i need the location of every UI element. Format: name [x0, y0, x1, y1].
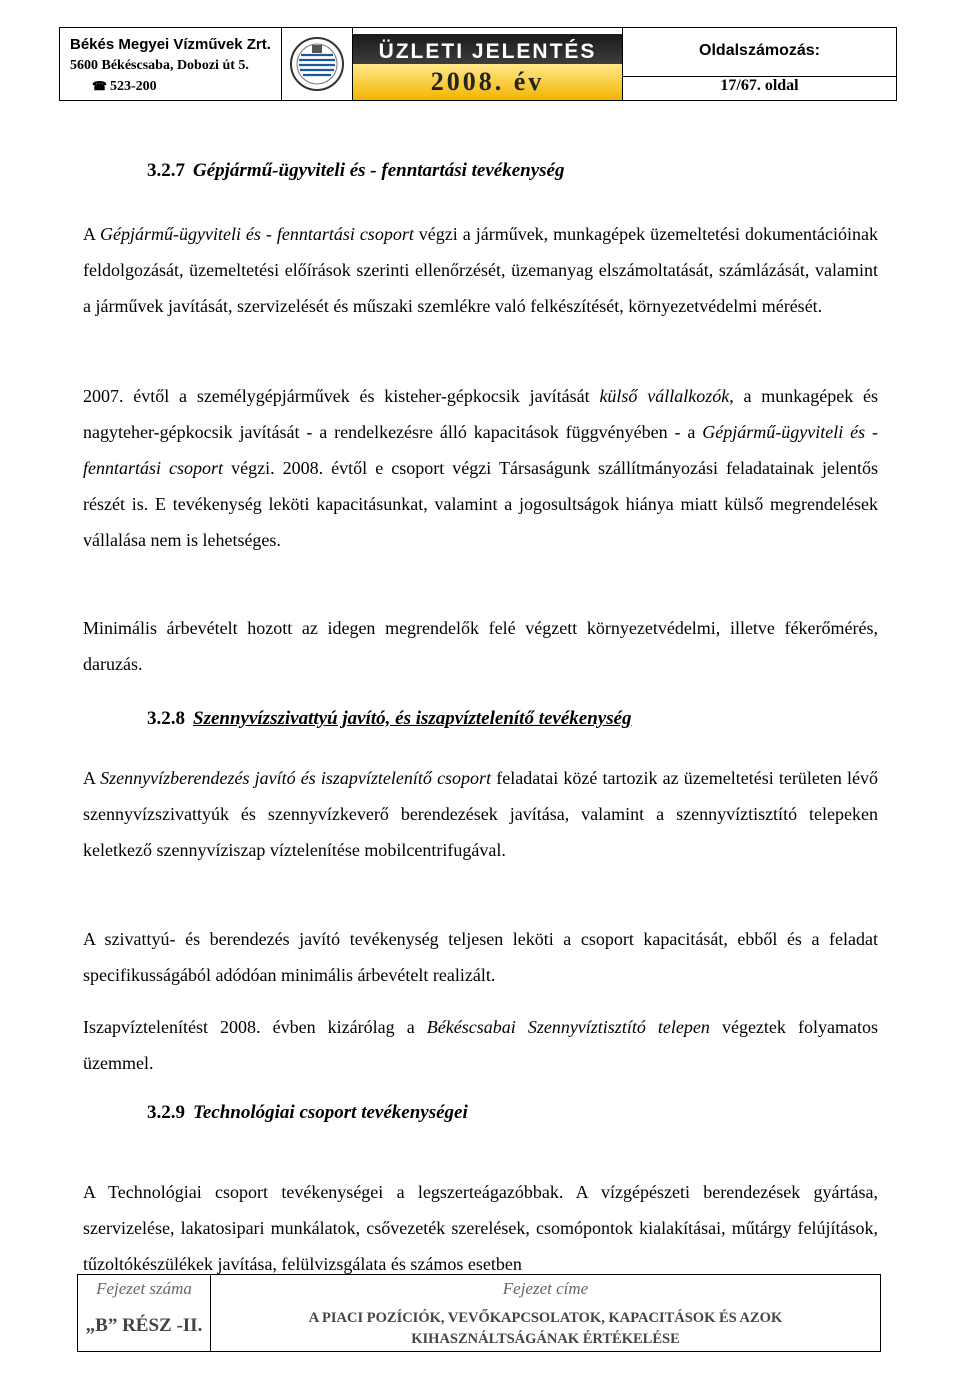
paragraph [83, 921, 878, 993]
text-run: 2007. évtől a személygépjárművek és kisteher-gépkocsik javítását [83, 386, 600, 406]
phone-icon: ☎ [92, 79, 107, 93]
report-year: 2008. év [353, 64, 622, 100]
text-run: Minimális árbevételt hozott az idegen megrendelők felé végzett környezetvédelmi, illetve fékerőmérés, daruzás. [83, 618, 878, 674]
page-number-block [623, 28, 896, 100]
report-title-block [353, 28, 623, 100]
page-footer [77, 1274, 881, 1352]
text-run: A Technológiai csoport tevékenységei a legszerteágazóbbak. A vízgépészeti berendezések gyártása, szervizelése, lakatosipari munkálatok, csővezeték szerelések, csomópontok kialakításai, műtárgy felújítások, tűzoltókészülékek javítása, felülvizsgálata és számos esetben [83, 1182, 878, 1274]
text-run: A [83, 768, 101, 788]
chapter-number-cell [78, 1275, 211, 1351]
section-number: 3.2.7 [147, 160, 185, 181]
text-run: A [83, 224, 100, 244]
page-number-label: Oldalszámozás: [699, 42, 820, 59]
section-title: Gépjármű-ügyviteli és - fenntartási tevékenység [193, 160, 565, 181]
page-number-value: 17/67. oldal [720, 77, 799, 94]
phone-number: 523-200 [109, 79, 157, 94]
section-heading-328 [147, 708, 632, 730]
section-title: Technológiai csoport tevékenységei [193, 1102, 468, 1123]
section-heading-329 [147, 1102, 468, 1124]
section-heading-327 [147, 160, 565, 182]
company-info [60, 28, 282, 100]
chapter-title-line: A PIACI POZÍCIÓK, VEVŐKAPCSOLATOK, KAPACITÁSOK ÉS AZOK [308, 1310, 783, 1326]
section-number: 3.2.8 [147, 708, 185, 729]
paragraph [83, 1009, 878, 1081]
text-run: , a munkagépek és nagyteher-gépkocsik javítását - a rendelkezésre álló kapacitások függvényében - a [83, 386, 878, 442]
chapter-number: „B” RÉSZ -II. [85, 1315, 203, 1336]
company-address: 5600 Békéscsaba, Dobozi út 5. [70, 58, 249, 73]
chapter-title-label: Fejezet címe [502, 1279, 589, 1298]
logo-icon [288, 35, 346, 93]
section-number: 3.2.9 [147, 1102, 185, 1123]
paragraph [83, 378, 878, 558]
company-phone [92, 79, 157, 95]
page-header [59, 27, 897, 101]
italic-text-run: Gépjármű-ügyviteli és - fenntartási csoport [99, 224, 414, 244]
paragraph [83, 216, 878, 324]
chapter-number-label: Fejezet száma [96, 1279, 192, 1298]
paragraph [83, 1174, 878, 1274]
italic-text-run: külső vállalkozók [599, 386, 730, 406]
company-logo [282, 28, 353, 100]
italic-text-run: Gépjármű-ügyviteli és - fenntartási csoport [83, 422, 878, 478]
text-run: végzi. 2008. évtől e csoport végzi Társaságunk szállítmányozási feladatainak jelentős részét is. E tevékenység leköti kapacitásunkat, valamint a jogosultságok hiánya miatt külső megrendelések vállalása nem is lehetséges. [83, 458, 878, 550]
section-title: Szennyvízszivattyú javító, és iszapvíztelenítő tevékenység [193, 708, 632, 729]
text-run: A szivattyú- és berendezés javító tevékenység teljesen leköti a csoport kapacitását, ebből és a feladat specifikusságából adódóan minimális árbevételt realizált. [83, 929, 878, 985]
text-run: feladatai közé tartozik az üzemeltetési területen lévő szennyvízszivattyúk és szennyvízkeverő berendezések javítása, valamint a szennyvíztisztító telepeken keletkező szennyvíziszap víztelenítése mobilcentrifugával. [83, 768, 878, 860]
report-title: ÜZLETI JELENTÉS [353, 34, 622, 70]
paragraph [83, 610, 878, 682]
company-name: Békés Megyei Vízművek Zrt. [70, 36, 271, 53]
paragraph [83, 760, 878, 868]
chapter-title-cell [211, 1275, 880, 1351]
italic-text-run: Szennyvízberendezés javító és iszapvíztelenítő csoport [100, 768, 492, 788]
chapter-title [215, 1308, 876, 1350]
chapter-title-line: KIHASZNÁLTSÁGÁNAK ÉRTÉKELÉSE [411, 1331, 680, 1347]
text-run: végeztek folyamatos üzemmel. [83, 1017, 878, 1073]
text-run: Iszapvíztelenítést 2008. évben kizárólag a [83, 1017, 427, 1037]
italic-text-run: Békéscsabai Szennyvíztisztító telepen [426, 1017, 710, 1037]
text-run: végzi a járművek, munkagépek üzemeltetési dokumentációinak feldolgozását, üzemeltetési előírások szerinti ellenőrzését, üzemanyag elszámoltatását, számlázását, valamint a járművek javítását, szervizelését és műszaki szemlékre való felkészítését, környezetvédelmi mérését. [83, 224, 878, 316]
